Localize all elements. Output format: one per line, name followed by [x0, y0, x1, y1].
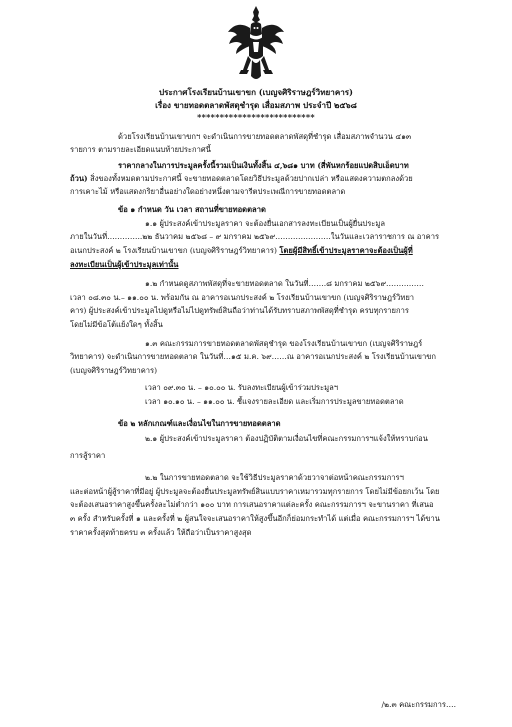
- title-divider: **************************: [197, 112, 315, 122]
- clause-2-2-line-3: จะต้องเสนอราคาสูงขึ้นครั้งละไม่ต่ำกว่า ๑๐๐ บาท การเสนอราคาแต่ละครั้ง คณะกรรมการฯ จะขานราคา ที่เสนอ: [70, 500, 434, 509]
- clause-1-3-line-1: ๑.๓ คณะกรรมการขายทอดตลาดพัสดุชำรุด ของโรงเรียนบ้านเขาขก (เบญจศิริราษฎร์: [145, 339, 423, 348]
- intro-line-4-rest: สิ่งของทั้งหมดตามประกาศนี้ จะขายทอดตลาดโดยวิธีประมูลด้วยปากเปล่า หรือแสดงความตกลงด้วย: [87, 174, 413, 183]
- intro-line-5: การเคาะไม้ หรือแสดงกริยาอื่นอย่างใดอย่างหนึ่งตามจารีตประเพณีการขายทอดตลาด: [70, 187, 346, 196]
- clause-1-2-line-1: ๑.๒ กำหนดดูสภาพพัสดุที่จะขายทอดตลาด ในวันที่…….๘ มกราคม ๒๕๖๙……………: [145, 279, 424, 288]
- clause-1-1-line-3: [70, 246, 413, 255]
- garuda-emblem-icon: [225, 4, 287, 86]
- clause-1-1-line-4: ลงทะเบียนเป็นผู้เข้าประมูลเท่านั้น: [70, 260, 179, 269]
- clause-2-2-line-1: ๒.๒ ในการขายทอดตลาด จะใช้วิธีประมูลราคาด้วยวาจาต่อหน้าคณะกรรมการฯ: [145, 473, 404, 482]
- clause-2-1-line-1: ๒.๑ ผู้ประสงค์เข้าประมูลราคา ต้องปฏิบัติตามเงื่อนไขที่คณะกรรมการฯแจ้งให้ทราบก่อน: [145, 434, 428, 443]
- intro-line-2: รายการ ตามรายละเอียดแนบท้ายประกาศนี้: [70, 145, 211, 154]
- announcement-subject: เรื่อง ขายทอดตลาดพัสดุชำรุด เสื่อมสภาพ ประจำปี ๒๕๖๘: [155, 100, 357, 110]
- intro-line-3: ราคากลางในการประมูลครั้งนี้รวมเป็นเงินทั้งสิ้น ๔,๖๘๑ บาท (สี่พันหกร้อยแปดสิบเอ็ดบาท: [118, 161, 409, 170]
- clause-1-3-line-2: วิทยาคาร) จะดำเนินการขายทอดตลาด ในวันที่…๑๕ ม.ค. ๖๙……ณ อาคารอเนกประสงค์ ๒ โรงเรียนบ้านเขาขก: [70, 352, 437, 361]
- clause-2-2-line-5: ราคาครั้งสุดท้ายครบ ๓ ครั้งแล้ว ให้ถือว่าเป็นราคาสูงสุด: [70, 528, 252, 537]
- clause-1-1-line-3-text: อเนกประสงค์ ๒ โรงเรียนบ้านเขาขก (เบญจศิริราษฎร์วิทยาคาร): [70, 246, 280, 255]
- clause-2-2-line-4: ๓ ครั้ง สำหรับครั้งที่ ๑ และครั้งที่ ๒ ผู้สนใจจะเสนอราคาให้สูงขึ้นอีกก็ย่อมกระทำได้ แต่เมื่อ คณะกรรมการฯ ได้ขาน: [70, 514, 440, 523]
- clause-1-1-eligibility: โดยผู้มีสิทธิ์เข้าประมูลราคาจะต้องเป็นผู้ที่: [279, 246, 413, 255]
- section-2-heading: ข้อ ๒ หลักเกณฑ์และเงื่อนไขในการขายทอดตลาด: [118, 419, 281, 428]
- clause-1-1-line-1: ๑.๑ ผู้ประสงค์เข้าประมูลราคา จะต้องยื่นเอกสารลงทะเบียนเป็นผู้ยื่นประมูล: [145, 219, 386, 228]
- clause-2-1-line-2: การสู้ราคา: [70, 451, 106, 460]
- schedule-auction: เวลา ๑๐.๑๐ น. – ๑๑.๐๐ น. ชี้แจงรายละเอียด และเริ่มการประมูลขายทอดตลาด: [145, 397, 404, 406]
- continuation-marker: /๒.๓ คณะกรรมการ….: [381, 700, 456, 709]
- announcement-title: ประกาศโรงเรียนบ้านเขาขก (เบญจศิริราษฎร์วิทยาคาร): [159, 87, 353, 97]
- clause-1-2-line-2: เวลา ๐๘.๓๐ น.– ๑๑.๐๐ น. พร้อมกัน ณ อาคารอเนกประสงค์ ๒ โรงเรียนบ้านเขาขก (เบญจศิริราษฎร์วิทยา: [70, 293, 415, 302]
- intro-line-1: ด้วยโรงเรียนบ้านเขาขกฯ จะดำเนินการขายทอดตลาดพัสดุที่ชำรุด เสื่อมสภาพจำนวน ๔๑๓: [118, 132, 412, 141]
- section-1-heading: ข้อ ๑ กำหนด วัน เวลา สถานที่ขายทอดตลาด: [118, 205, 266, 214]
- clause-2-2-line-2: และต่อหน้าผู้สู้ราคาที่มีอยู่ ผู้ประมูลจะต้องยื่นประมูลทรัพย์สินแบบราคาเหมารวมทุกรายการ โดยไม่มีข้อยกเว้น โดย: [70, 487, 440, 496]
- clause-1-2-line-3: คาร) ผู้ประสงค์เข้าประมูลไปดูหรือไม่ไปดูทรัพย์สินถือว่าท่านได้รับทราบสภาพพัสดุที่ชำรุด ครบทุกรายการ: [70, 306, 409, 315]
- clause-1-2-line-4: โดยไม่มีข้อโต้แย้งใดๆ ทั้งสิ้น: [70, 320, 163, 329]
- intro-line-4-bold: ถ้วน): [70, 174, 88, 183]
- clause-1-3-line-3: (เบญจศิริราษฎร์วิทยาคาร): [70, 366, 158, 375]
- intro-line-4: [70, 174, 413, 183]
- clause-1-1-line-2: ภายในวันที่…………..๒๒ ธันวาคม ๒๕๖๘ – ๙ มกราคม ๒๕๖๙………………….ในวันและเวลาราชการ ณ อาคาร: [70, 232, 440, 241]
- schedule-registration: เวลา ๐๙.๓๐ น. – ๑๐.๐๐ น. รับลงทะเบียนผู้เข้าร่วมประมูลฯ: [145, 383, 338, 392]
